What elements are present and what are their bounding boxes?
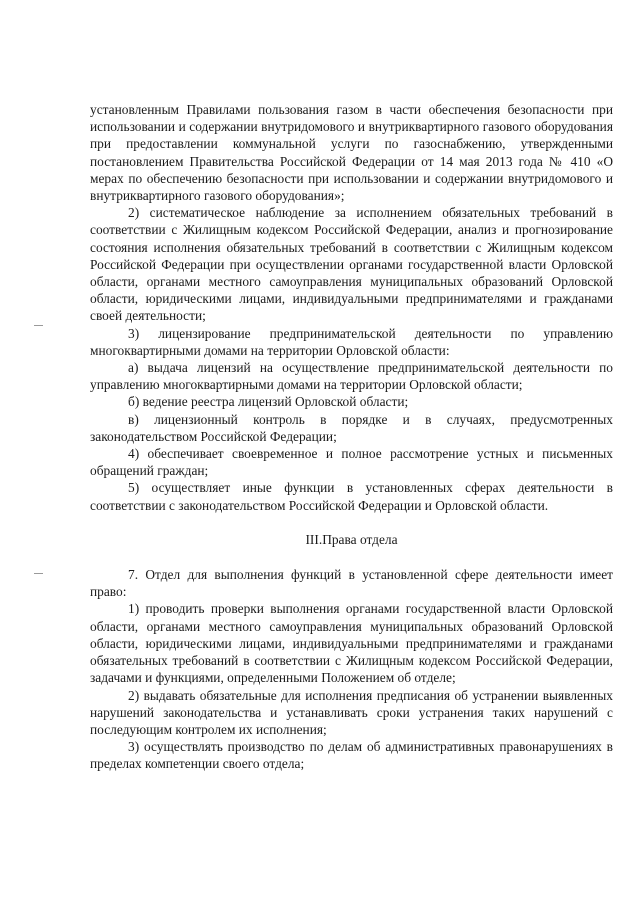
scan-margin-mark-2 <box>34 573 43 574</box>
paragraph-right-2: 2) выдавать обязательные для исполнения предписания об устранении выявленных нарушений законодательства и устанавливать сроки устранения таких нарушений с последующим контролем их исполнения; <box>90 687 613 737</box>
paragraph-subitem-v: в) лицензионный контроль в порядке и в случаях, предусмотренных законодательством Российской Федерации; <box>90 411 613 444</box>
section-heading: III.Права отдела <box>305 531 398 547</box>
paragraph-right-1: 1) проводить проверки выполнения органами государственной власти Орловской области, органами местного самоуправления муниципальных образований Орловской области, юридическими лицами, индивидуальными предпринимателями и гражданами обязательных требований в соответствии с Жилищным кодексом Российской Федерации, задачами и функциями, определенными Положением об отделе; <box>90 601 613 686</box>
paragraph-clause-7: 7. Отдел для выполнения функций в установленной сфере деятельности имеет право: <box>90 567 613 600</box>
paragraph-continuation: установленным Правилами пользования газом в части обеспечения безопасности при использовании и содержании внутридомового и внутриквартирного газового оборудования при предоставлении коммунальной услуги по газоснабжению, утвержденными постановлением Правительства Российской Федерации от 14 мая 2013 года № 410 «О мерах по обеспечению безопасности при использовании и содержании внутридомового и внутриквартирного газового оборудования»; <box>90 102 613 204</box>
paragraph-subitem-a: а) выдача лицензий на осуществление предпринимательской деятельности по управлению многоквартирными домами на территории Орловской области; <box>90 360 613 393</box>
scan-margin-mark-1 <box>34 325 43 326</box>
paragraph-right-3: 3) осуществлять производство по делам об административных правонарушениях в пределах компетенции своего отдела; <box>90 739 613 772</box>
document-page <box>90 101 613 773</box>
paragraph-item-3: 3) лицензирование предпринимательской деятельности по управлению многоквартирными домами на территории Орловской области: <box>90 325 613 358</box>
paragraph-item-2: 2) систематическое наблюдение за исполнением обязательных требований в соответствии с Жилищным кодексом Российской Федерации, анализ и прогнозирование состояния исполнения обязательных требований в соответствии с Жилищным кодексом Российской Федерации при осуществлении органами государственной власти Орловской области, органами местного самоуправления муниципальных образований Орловской области, юридическими лицами, индивидуальными предпринимателями и гражданами своей деятельности; <box>90 205 613 324</box>
paragraph-subitem-b: б) ведение реестра лицензий Орловской области; <box>128 394 409 410</box>
paragraph-item-4: 4) обеспечивает своевременное и полное рассмотрение устных и письменных обращений граждан; <box>90 446 613 479</box>
paragraph-item-5: 5) осуществляет иные функции в установленных сферах деятельности в соответствии с законодательством Российской Федерации и Орловской области. <box>90 480 613 513</box>
